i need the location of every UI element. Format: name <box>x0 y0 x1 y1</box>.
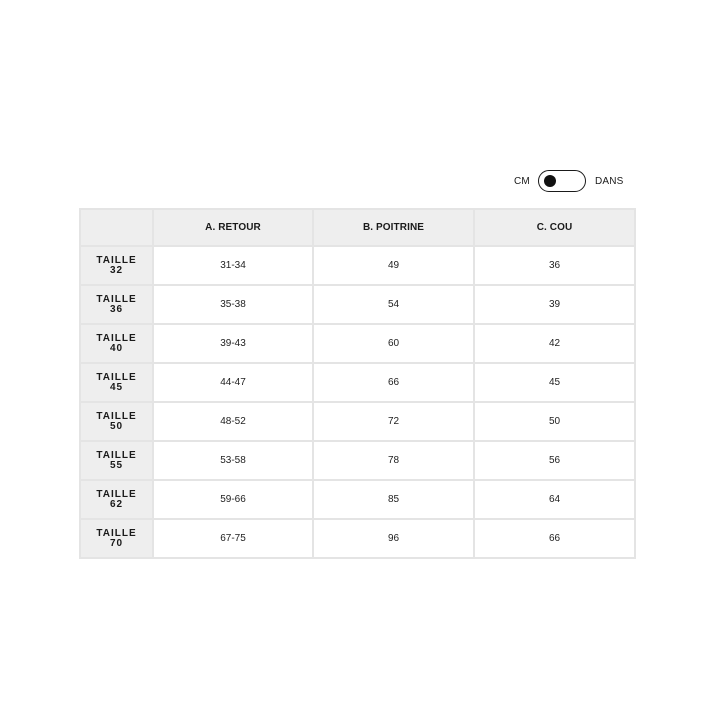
size-label: TAILLE <box>96 371 137 383</box>
size-label-cell <box>80 519 153 558</box>
size-label: TAILLE <box>96 254 137 266</box>
size-label: TAILLE <box>96 449 137 461</box>
unit-toggle <box>514 168 624 194</box>
column-header-retour: A. RETOUR <box>153 209 313 246</box>
retour-cell: 31-34 <box>153 246 313 285</box>
size-number: 40 <box>109 342 124 354</box>
retour-cell: 44-47 <box>153 363 313 402</box>
table-header-row <box>80 209 635 246</box>
poitrine-cell: 85 <box>313 480 474 519</box>
size-label: TAILLE <box>96 410 137 422</box>
size-chart-table <box>79 208 636 559</box>
table-row <box>80 519 635 558</box>
column-header-poitrine: B. POITRINE <box>313 209 474 246</box>
poitrine-cell: 78 <box>313 441 474 480</box>
poitrine-cell: 66 <box>313 363 474 402</box>
table-row <box>80 441 635 480</box>
size-number: 70 <box>109 537 124 549</box>
poitrine-cell: 72 <box>313 402 474 441</box>
size-label: TAILLE <box>96 488 137 500</box>
unit-switch[interactable] <box>538 170 586 192</box>
retour-cell: 48-52 <box>153 402 313 441</box>
table-row <box>80 363 635 402</box>
size-number: 55 <box>109 459 124 471</box>
size-label-cell <box>80 402 153 441</box>
size-label-cell <box>80 285 153 324</box>
poitrine-cell: 49 <box>313 246 474 285</box>
size-label-cell <box>80 480 153 519</box>
cou-cell: 64 <box>474 480 635 519</box>
table-row <box>80 285 635 324</box>
retour-cell: 59-66 <box>153 480 313 519</box>
cou-cell: 36 <box>474 246 635 285</box>
table-row <box>80 480 635 519</box>
cou-cell: 45 <box>474 363 635 402</box>
size-label-cell <box>80 246 153 285</box>
table-row <box>80 324 635 363</box>
size-label: TAILLE <box>96 293 137 305</box>
size-label-cell <box>80 324 153 363</box>
poitrine-cell: 60 <box>313 324 474 363</box>
poitrine-cell: 54 <box>313 285 474 324</box>
retour-cell: 67-75 <box>153 519 313 558</box>
unit-label-dans[interactable]: DANS <box>594 175 624 187</box>
size-number: 45 <box>109 381 124 393</box>
cou-cell: 42 <box>474 324 635 363</box>
size-label: TAILLE <box>96 527 137 539</box>
table-row <box>80 246 635 285</box>
size-label-cell <box>80 441 153 480</box>
size-number: 32 <box>109 264 124 276</box>
unit-label-cm[interactable]: CM <box>514 175 530 187</box>
retour-cell: 53-58 <box>153 441 313 480</box>
switch-knob[interactable] <box>544 175 556 187</box>
retour-cell: 39-43 <box>153 324 313 363</box>
column-header-cou: C. COU <box>474 209 635 246</box>
size-label-cell <box>80 363 153 402</box>
size-number: 36 <box>109 303 124 315</box>
size-number: 50 <box>109 420 124 432</box>
cou-cell: 56 <box>474 441 635 480</box>
table-row <box>80 402 635 441</box>
cou-cell: 39 <box>474 285 635 324</box>
size-number: 62 <box>109 498 124 510</box>
cou-cell: 66 <box>474 519 635 558</box>
cou-cell: 50 <box>474 402 635 441</box>
table-corner-cell <box>80 209 153 246</box>
retour-cell: 35-38 <box>153 285 313 324</box>
size-label: TAILLE <box>96 332 137 344</box>
poitrine-cell: 96 <box>313 519 474 558</box>
